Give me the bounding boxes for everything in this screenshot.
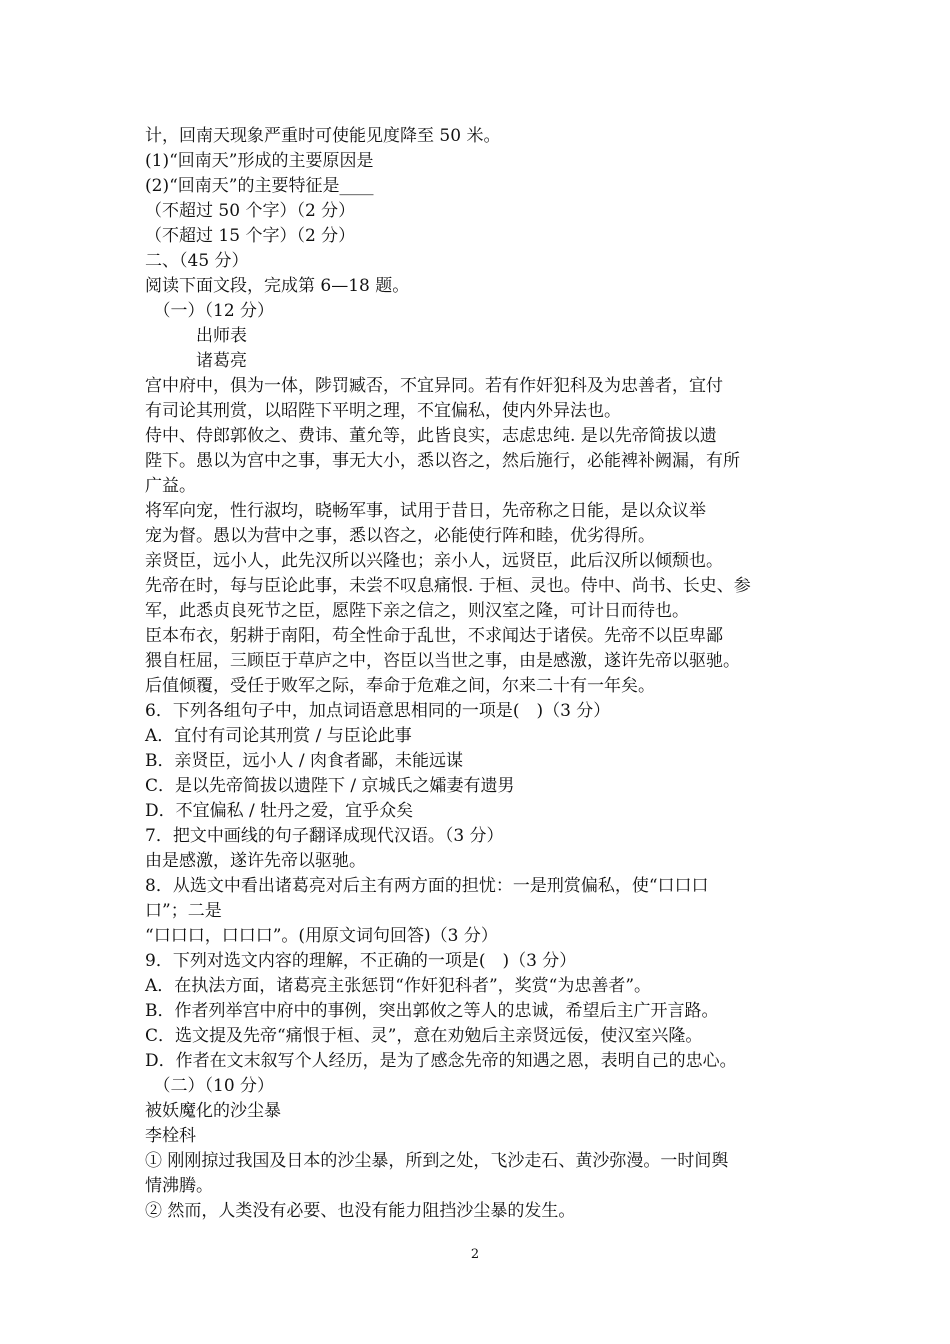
text-line: 9．下列对选文内容的理解，不正确的一项是( )（3 分） (145, 951, 577, 971)
text-line: 出师表 (145, 326, 247, 346)
text-line: A．在执法方面，诸葛亮主张惩罚“作奸犯科者”，奖赏“为忠善者”。 (145, 976, 652, 996)
text-line: 计，回南天现象严重时可使能见度降至 50 米。 (145, 126, 501, 146)
text-line: 后值倾覆，受任于败军之际，奉命于危难之间，尔来二十有一年矣。 (145, 676, 655, 696)
text-line: 先帝在时，每与臣论此事，未尝不叹息痛恨. 于桓、灵也。侍中、尚书、长史、参 (145, 576, 751, 596)
text-line: 猥自枉屈，三顾臣于草庐之中，咨臣以当世之事，由是感激，遂许先帝以驱驰。 (145, 651, 740, 671)
text-line: 阅读下面文段，完成第 6—18 题。 (145, 276, 410, 296)
text-line: 广益。 (145, 476, 196, 496)
text-line: 二、（45 分） (145, 251, 249, 271)
text-line: 陛下。愚以为宫中之事，事无大小，悉以咨之，然后施行，必能裨补阙漏，有所 (145, 451, 740, 471)
text-line: 臣本布衣，躬耕于南阳，苟全性命于乱世，不求闻达于诸侯。先帝不以臣卑鄙 (145, 626, 723, 646)
text-line: B．亲贤臣，远小人 / 肉食者鄙，未能远谋 (145, 751, 464, 771)
text-line: C．选文提及先帝“痛恨于桓、灵”，意在劝勉后主亲贤远佞，使汉室兴隆。 (145, 1026, 703, 1046)
text-line: （不超过 15 个字）（2 分） (145, 226, 356, 246)
text-line: ① 刚刚掠过我国及日本的沙尘暴，所到之处，飞沙走石、黄沙弥漫。一时间舆 (145, 1151, 729, 1171)
text-line: 将军向宠，性行淑均，晓畅军事，试用于昔日，先帝称之日能，是以众议举 (145, 501, 706, 521)
page-number: 2 (470, 1247, 480, 1262)
text-line: （不超过 50 个字）（2 分） (145, 201, 356, 221)
text-line: 口”；二是 (145, 901, 222, 921)
text-line: （二）（10 分） (145, 1076, 275, 1096)
text-line: 侍中、侍郎郭攸之、费讳、董允等，此皆良实，志虑忠纯. 是以先帝简拔以遗 (145, 426, 717, 446)
text-line: A．宜付有司论其刑赏 / 与臣论此事 (145, 726, 412, 746)
text-line: D．作者在文末叙写个人经历，是为了感念先帝的知遇之恩，表明自己的忠心。 (145, 1051, 737, 1071)
text-line: D．不宜偏私 / 牡丹之爱，宜乎众矣 (145, 801, 414, 821)
text-line: (1)“回南天”形成的主要原因是 (145, 151, 374, 171)
text-line: 8．从选文中看出诸葛亮对后主有两方面的担忧：一是刑赏偏私，使“口口口 (145, 876, 709, 896)
text-line: 军，此悉贞良死节之臣，愿陛下亲之信之，则汉室之隆，可计日而待也。 (145, 601, 689, 621)
text-line: 6．下列各组句子中，加点词语意思相同的一项是( )（3 分） (145, 701, 611, 721)
text-line: 由是感激，遂许先帝以驱驰。 (145, 851, 366, 871)
text-line: 诸葛亮 (145, 351, 247, 371)
text-line: 有司论其刑赏，以昭陛下平明之理，不宜偏私，使内外异法也。 (145, 401, 621, 421)
text-line: “口口口，口口口”。(用原文词句回答)（3 分） (145, 926, 498, 946)
text-line: 情沸腾。 (145, 1176, 213, 1196)
text-line: ② 然而，人类没有必要、也没有能力阻挡沙尘暴的发生。 (145, 1201, 576, 1221)
text-line: 亲贤臣，远小人，此先汉所以兴隆也；亲小人，远贤臣，此后汉所以倾颓也。 (145, 551, 723, 571)
text-line: （一）（12 分） (145, 301, 275, 321)
text-line: B．作者列举宫中府中的事例，突出郭攸之等人的忠诚，希望后主广开言路。 (145, 1001, 719, 1021)
text-line: 7．把文中画线的句子翻译成现代汉语。（3 分） (145, 826, 504, 846)
text-line: 被妖魔化的沙尘暴 (145, 1101, 281, 1121)
text-line: 宫中府中，俱为一体，陟罚臧否，不宜异同。若有作奸犯科及为忠善者，宜付 (145, 376, 723, 396)
text-line: 李栓科 (145, 1126, 196, 1146)
text-line: C．是以先帝简拔以遗陛下 / 京城氏之孀妻有遗男 (145, 776, 515, 796)
text-line: 宠为督。愚以为营中之事，悉以咨之，必能使行阵和睦，优劣得所。 (145, 526, 655, 546)
text-line: (2)“回南天”的主要特征是____ (145, 176, 374, 196)
